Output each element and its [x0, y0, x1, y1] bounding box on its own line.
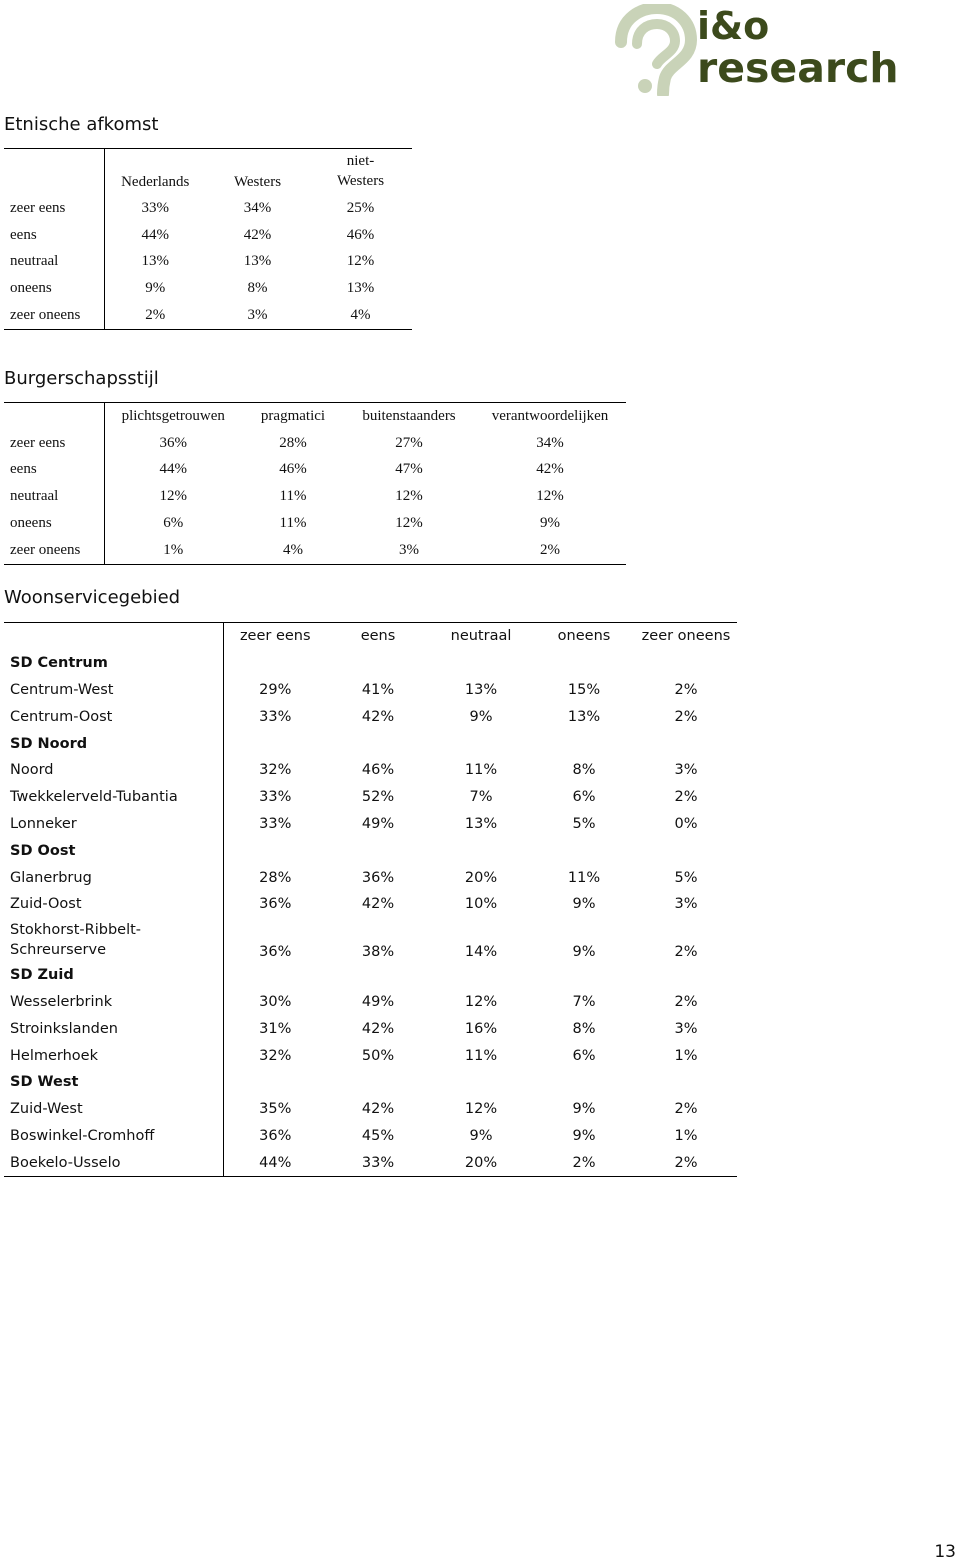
group-row	[4, 1069, 737, 1096]
cell-value: 11%	[279, 488, 307, 505]
section-title-woonservicegebied: Woonservicegebied	[4, 587, 181, 608]
cell-value: 2%	[104, 302, 206, 329]
cell-value: 8%	[247, 280, 268, 297]
group-label: SD Centrum	[4, 650, 223, 677]
row-label: zeer eens	[4, 195, 104, 222]
column-header: zeer oneens	[635, 623, 737, 650]
table-row	[4, 677, 737, 704]
cell-value: 36%	[259, 943, 292, 960]
cell-value: 9%	[540, 515, 560, 532]
row-label: Wesselerbrink	[4, 989, 223, 1016]
row-label: Boswinkel-Cromhoff	[4, 1123, 223, 1150]
cell-value: 50%	[361, 1047, 395, 1064]
cell-value: 11%	[279, 515, 307, 532]
cell-value: 36%	[259, 1127, 292, 1144]
column-header-line: niet-	[346, 153, 375, 169]
cell-value: 2%	[533, 1149, 635, 1176]
cell-value: 42%	[361, 896, 395, 913]
cell-value: 12%	[346, 253, 375, 270]
cell-value: 14%	[464, 943, 498, 960]
cell-value: 11%	[464, 762, 498, 779]
row-label: eens	[4, 457, 104, 484]
group-label: SD Noord	[4, 730, 223, 757]
cell-value: 13%	[567, 708, 601, 725]
cell-value: 31%	[259, 1020, 292, 1037]
column-header: plichtsgetrouwen	[104, 403, 242, 430]
column-header: oneens	[533, 623, 635, 650]
cell-value: 3%	[674, 1020, 698, 1037]
cell-value: 2%	[674, 708, 698, 725]
table-row	[4, 1123, 737, 1150]
cell-value: 33%	[259, 815, 292, 832]
cell-value: 33%	[141, 199, 169, 216]
cell-value: 29%	[259, 681, 292, 698]
cell-value: 1%	[104, 537, 242, 564]
row-label: neutraal	[4, 249, 104, 276]
cell-value: 9%	[145, 280, 166, 297]
empty-cell	[223, 650, 327, 677]
empty-cell	[533, 837, 635, 864]
cell-value: 38%	[361, 943, 395, 960]
cell-value: 11%	[567, 869, 601, 886]
table-row	[4, 703, 737, 730]
cell-value: 4%	[242, 537, 344, 564]
cell-value: 28%	[259, 869, 292, 886]
cell-value: 42%	[536, 461, 564, 478]
table-row	[4, 918, 737, 962]
table-row	[4, 757, 737, 784]
table-row	[4, 249, 412, 276]
cell-value: 4%	[309, 302, 412, 329]
empty-cell	[635, 962, 737, 989]
table-burgerschapsstijl	[4, 402, 626, 565]
cell-value: 9%	[469, 708, 493, 725]
table-row	[4, 1015, 737, 1042]
page-number: 13	[934, 1542, 956, 1562]
cell-value: 12%	[395, 488, 423, 505]
cell-value: 13%	[141, 253, 169, 270]
cell-value: 11%	[464, 1047, 498, 1064]
empty-cell	[635, 650, 737, 677]
cell-value: 32%	[259, 762, 292, 779]
table-row	[4, 302, 412, 329]
cell-value: 44%	[159, 461, 187, 478]
cell-value: 7%	[469, 789, 493, 806]
empty-cell	[327, 730, 429, 757]
cell-value: 12%	[536, 488, 564, 505]
table-etnische-afkomst	[4, 148, 412, 330]
row-label	[4, 918, 223, 962]
column-header: zeer eens	[223, 623, 327, 650]
empty-cell	[223, 730, 327, 757]
column-header	[309, 149, 412, 196]
empty-cell	[429, 650, 533, 677]
cell-value: 34%	[243, 199, 272, 216]
row-label: Zuid-West	[4, 1096, 223, 1123]
cell-value: 15%	[567, 681, 601, 698]
cell-value: 3%	[344, 537, 474, 564]
cell-value: 2%	[474, 537, 626, 564]
column-header-line: Westers	[336, 173, 385, 189]
cell-value: 9%	[572, 1101, 596, 1118]
column-header: buitenstaanders	[344, 403, 474, 430]
section-title-burgerschapsstijl: Burgerschapsstijl	[4, 368, 159, 389]
row-label: Zuid-Oost	[4, 891, 223, 918]
cell-value: 9%	[572, 1127, 596, 1144]
cell-value: 36%	[259, 896, 292, 913]
group-row	[4, 650, 737, 677]
empty-cell	[223, 1069, 327, 1096]
cell-value: 49%	[361, 993, 395, 1010]
cell-value: 36%	[361, 869, 395, 886]
cell-value: 3%	[206, 302, 309, 329]
group-row	[4, 730, 737, 757]
empty-cell	[635, 1069, 737, 1096]
table-row	[4, 430, 626, 457]
cell-value: 13%	[346, 280, 375, 297]
table-row	[4, 989, 737, 1016]
table-row	[4, 537, 626, 564]
cell-value: 42%	[361, 1101, 395, 1118]
empty-cell	[533, 650, 635, 677]
table-row	[4, 275, 412, 302]
row-label-line: Schreurserve	[10, 941, 107, 958]
cell-value: 44%	[141, 226, 169, 243]
cell-value: 46%	[361, 762, 395, 779]
cell-value: 12%	[464, 993, 498, 1010]
cell-value: 33%	[327, 1149, 429, 1176]
cell-value: 12%	[159, 488, 187, 505]
cell-value: 2%	[674, 681, 698, 698]
table-row	[4, 784, 737, 811]
table-body	[4, 650, 737, 1177]
cell-value: 8%	[572, 762, 596, 779]
empty-cell	[223, 962, 327, 989]
group-label: SD Oost	[4, 837, 223, 864]
cell-value: 20%	[464, 869, 498, 886]
cell-value: 42%	[361, 1020, 395, 1037]
cell-value: 5%	[674, 869, 698, 886]
cell-value: 5%	[572, 815, 596, 832]
cell-value: 0%	[674, 815, 698, 832]
row-label: Helmerhoek	[4, 1042, 223, 1069]
empty-cell	[635, 730, 737, 757]
cell-value: 9%	[572, 896, 596, 913]
empty-cell	[327, 962, 429, 989]
cell-value: 10%	[464, 896, 498, 913]
table-row	[4, 457, 626, 484]
cell-value: 3%	[674, 896, 698, 913]
cell-value: 2%	[635, 1149, 737, 1176]
cell-value: 49%	[361, 815, 395, 832]
cell-value: 1%	[674, 1127, 698, 1144]
cell-value: 42%	[243, 226, 272, 243]
cell-value: 6%	[572, 1047, 596, 1064]
column-header: Nederlands	[104, 149, 206, 196]
row-label-line: Stokhorst-Ribbelt-	[10, 921, 142, 938]
cell-value: 2%	[674, 1101, 698, 1118]
table-row	[4, 811, 737, 838]
row-label: Centrum-Oost	[4, 703, 223, 730]
cell-value: 1%	[674, 1047, 698, 1064]
row-label: Glanerbrug	[4, 864, 223, 891]
empty-cell	[223, 837, 327, 864]
column-header: eens	[327, 623, 429, 650]
cell-value: 34%	[536, 434, 564, 451]
logo-question-ear-icon	[607, 4, 697, 96]
column-header: neutraal	[429, 623, 533, 650]
column-header: Westers	[206, 149, 309, 196]
empty-cell	[429, 962, 533, 989]
cell-value: 46%	[346, 226, 375, 243]
table-row	[4, 222, 412, 249]
cell-value: 47%	[395, 461, 423, 478]
table-row	[4, 195, 412, 222]
cell-value: 44%	[223, 1149, 327, 1176]
cell-value: 33%	[259, 789, 292, 806]
table-row	[4, 864, 737, 891]
cell-value: 13%	[243, 253, 272, 270]
cell-value: 41%	[361, 681, 395, 698]
empty-cell	[635, 837, 737, 864]
row-label: zeer oneens	[4, 302, 104, 329]
cell-value: 6%	[163, 515, 184, 532]
cell-value: 13%	[464, 681, 498, 698]
row-label: eens	[4, 222, 104, 249]
cell-value: 13%	[464, 815, 498, 832]
row-label: Lonneker	[4, 811, 223, 838]
table-row	[4, 891, 737, 918]
group-label: SD Zuid	[4, 962, 223, 989]
cell-value: 6%	[572, 789, 596, 806]
row-label: zeer oneens	[4, 537, 104, 564]
table-row	[4, 483, 626, 510]
cell-value: 2%	[674, 789, 698, 806]
cell-value: 12%	[395, 515, 423, 532]
cell-value: 33%	[259, 708, 292, 725]
io-research-logo	[607, 4, 899, 96]
group-label: SD West	[4, 1069, 223, 1096]
row-label: Centrum-West	[4, 677, 223, 704]
table-row	[4, 1042, 737, 1069]
group-row	[4, 837, 737, 864]
cell-value: 46%	[279, 461, 307, 478]
empty-cell	[327, 650, 429, 677]
cell-value: 9%	[469, 1127, 493, 1144]
cell-value: 30%	[259, 993, 292, 1010]
cell-value: 9%	[572, 943, 596, 960]
table-row	[4, 1096, 737, 1123]
table-woonservicegebied	[4, 622, 737, 1177]
row-label: Twekkelerveld-Tubantia	[4, 784, 223, 811]
empty-cell	[327, 1069, 429, 1096]
group-row	[4, 962, 737, 989]
empty-cell	[533, 730, 635, 757]
empty-cell	[533, 1069, 635, 1096]
cell-value: 28%	[279, 434, 307, 451]
empty-cell	[429, 730, 533, 757]
empty-cell	[533, 962, 635, 989]
cell-value: 16%	[464, 1020, 498, 1037]
cell-value: 20%	[429, 1149, 533, 1176]
cell-value: 8%	[572, 1020, 596, 1037]
cell-value: 45%	[361, 1127, 395, 1144]
cell-value: 36%	[159, 434, 187, 451]
cell-value: 2%	[674, 943, 698, 960]
cell-value: 12%	[464, 1101, 498, 1118]
column-header: pragmatici	[242, 403, 344, 430]
cell-value: 32%	[259, 1047, 292, 1064]
section-title-etnische-afkomst: Etnische afkomst	[4, 114, 159, 135]
row-label: Stroinkslanden	[4, 1015, 223, 1042]
row-label: Noord	[4, 757, 223, 784]
cell-value: 2%	[674, 993, 698, 1010]
cell-value: 52%	[361, 789, 395, 806]
cell-value: 35%	[259, 1101, 292, 1118]
empty-cell	[429, 1069, 533, 1096]
cell-value: 25%	[346, 199, 375, 216]
row-label: Boekelo-Usselo	[4, 1149, 223, 1176]
row-label: oneens	[4, 275, 104, 302]
empty-cell	[429, 837, 533, 864]
empty-cell	[327, 837, 429, 864]
row-label: oneens	[4, 510, 104, 537]
column-header: verantwoordelijken	[474, 403, 626, 430]
row-label: neutraal	[4, 483, 104, 510]
table-row	[4, 510, 626, 537]
cell-value: 3%	[674, 762, 698, 779]
cell-value: 27%	[395, 434, 423, 451]
logo-text-io: i&o	[697, 4, 770, 48]
cell-value: 7%	[572, 993, 596, 1010]
cell-value: 42%	[361, 708, 395, 725]
logo-text-research: research	[697, 44, 899, 92]
table-row	[4, 1149, 737, 1176]
row-label: zeer eens	[4, 430, 104, 457]
